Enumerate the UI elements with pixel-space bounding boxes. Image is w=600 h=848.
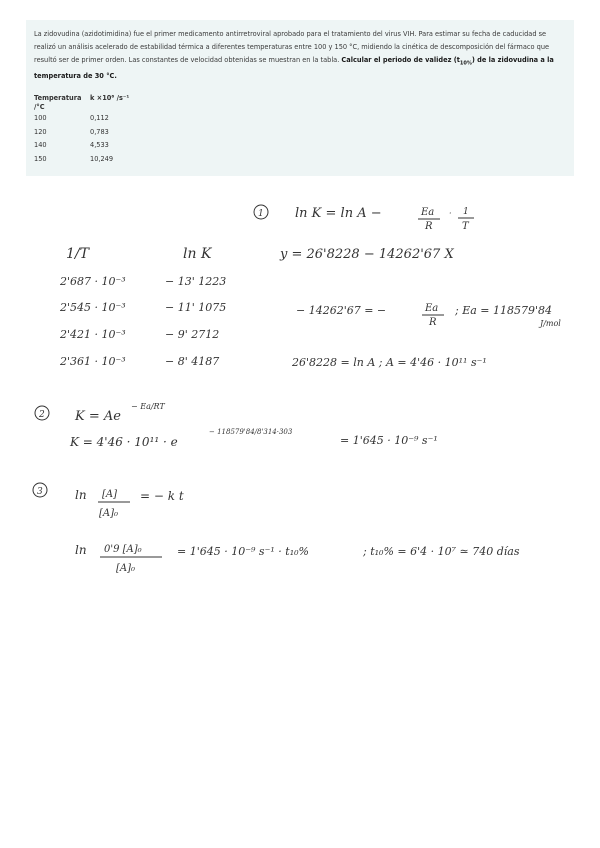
final-num: 0'9 [A]₀ [104, 544, 142, 555]
step3-den: [A]₀ [99, 508, 119, 519]
row-lnk: − 9' 2712 [165, 328, 220, 341]
step3-marker: 3 [37, 487, 43, 497]
table-row: 100 0,112 [34, 114, 109, 122]
final-den: [A]₀ [116, 563, 136, 574]
final-ln: ln [75, 543, 87, 557]
row-inv-t: 2'421 · 10⁻³ [60, 328, 126, 341]
problem-intro: La zidovudina (azidotimidina) fue el primer medicamento antirretroviral aprobado para el tratamiento del virus VIH. Para estimar su fecha de caducidad se realizó un análisis acelerado de estabilidad térmica a diferentes temperaturas entre 100 y 150 °C, midiendo la cinética de descomposición del fármaco que resultó ser de primer orden. Las constantes de velocidad obtenidas se muestran en la tabla. [34, 30, 550, 64]
step1-frac-num: Ea [421, 207, 435, 218]
step1-frac-den: R [425, 221, 433, 232]
slope-frac-num: Ea [425, 303, 439, 314]
table-header-temperature: Temperatura /°C [34, 94, 82, 111]
row-lnk: − 8' 4187 [165, 355, 220, 368]
ea-units: J/mol [540, 319, 561, 328]
arrhenius-equation: K = Ae [75, 409, 121, 424]
step1-equation: ln K = ln A − [295, 206, 382, 221]
ea-result: ; Ea = 118579'84 [455, 304, 553, 317]
problem-question: Calcular el periodo de validez $(t_{10\%})$ de la zidovudina a la temperatura de 30 °C. [34, 56, 554, 81]
row-inv-t: 2'687 · 10⁻³ [60, 275, 126, 288]
final-result: ; t₁₀% = 6'4 · 10⁷ ≃ 740 días [363, 545, 520, 558]
step1-frac2-num: 1 [463, 207, 469, 217]
row-inv-t: 2'361 · 10⁻³ [60, 355, 126, 368]
step3-rhs: = − k t [140, 489, 184, 503]
table-row: 120 0,783 [34, 127, 109, 136]
k-result: = 1'645 · 10⁻⁹ s⁻¹ [340, 434, 438, 447]
regression-equation: y = 26'8228 − 14262'67 X [280, 247, 454, 262]
row-lnk: − 11' 1075 [165, 301, 227, 314]
k-calculation: K = 4'46 · 10¹¹ · e [70, 435, 178, 449]
row-inv-t: 2'545 · 10⁻³ [60, 301, 126, 314]
table-row: 150 10,249 [34, 154, 114, 163]
k-calculation-exponent: − 118579'84/8'314·303 [209, 428, 293, 436]
svg-text:·: · [449, 209, 452, 218]
col-header-lnk: ln K [183, 246, 212, 262]
slope-frac-den: R [429, 317, 437, 328]
step2-marker: 2 [39, 410, 45, 420]
col-header-1t: 1/T [66, 246, 89, 262]
step1-marker: 1 [258, 209, 264, 219]
arrhenius-exponent: − Ea/RT [131, 402, 165, 411]
row-lnk: − 13' 1223 [165, 275, 227, 288]
table-header-k: k ×10⁶ /s⁻¹ [90, 94, 130, 102]
step1-frac2-den: T [462, 221, 469, 232]
slope-line: − 14262'67 = − [296, 304, 387, 317]
step3-ln: ln [75, 488, 87, 502]
table-row: 140 4,533 [34, 141, 109, 149]
step3-num: [A] [102, 489, 118, 500]
intercept-line: 26'8228 = ln A ; A = 4'46 · 10¹¹ s⁻¹ [292, 356, 487, 369]
final-mid: = 1'645 · 10⁻⁹ s⁻¹ · t₁₀% [177, 545, 309, 558]
